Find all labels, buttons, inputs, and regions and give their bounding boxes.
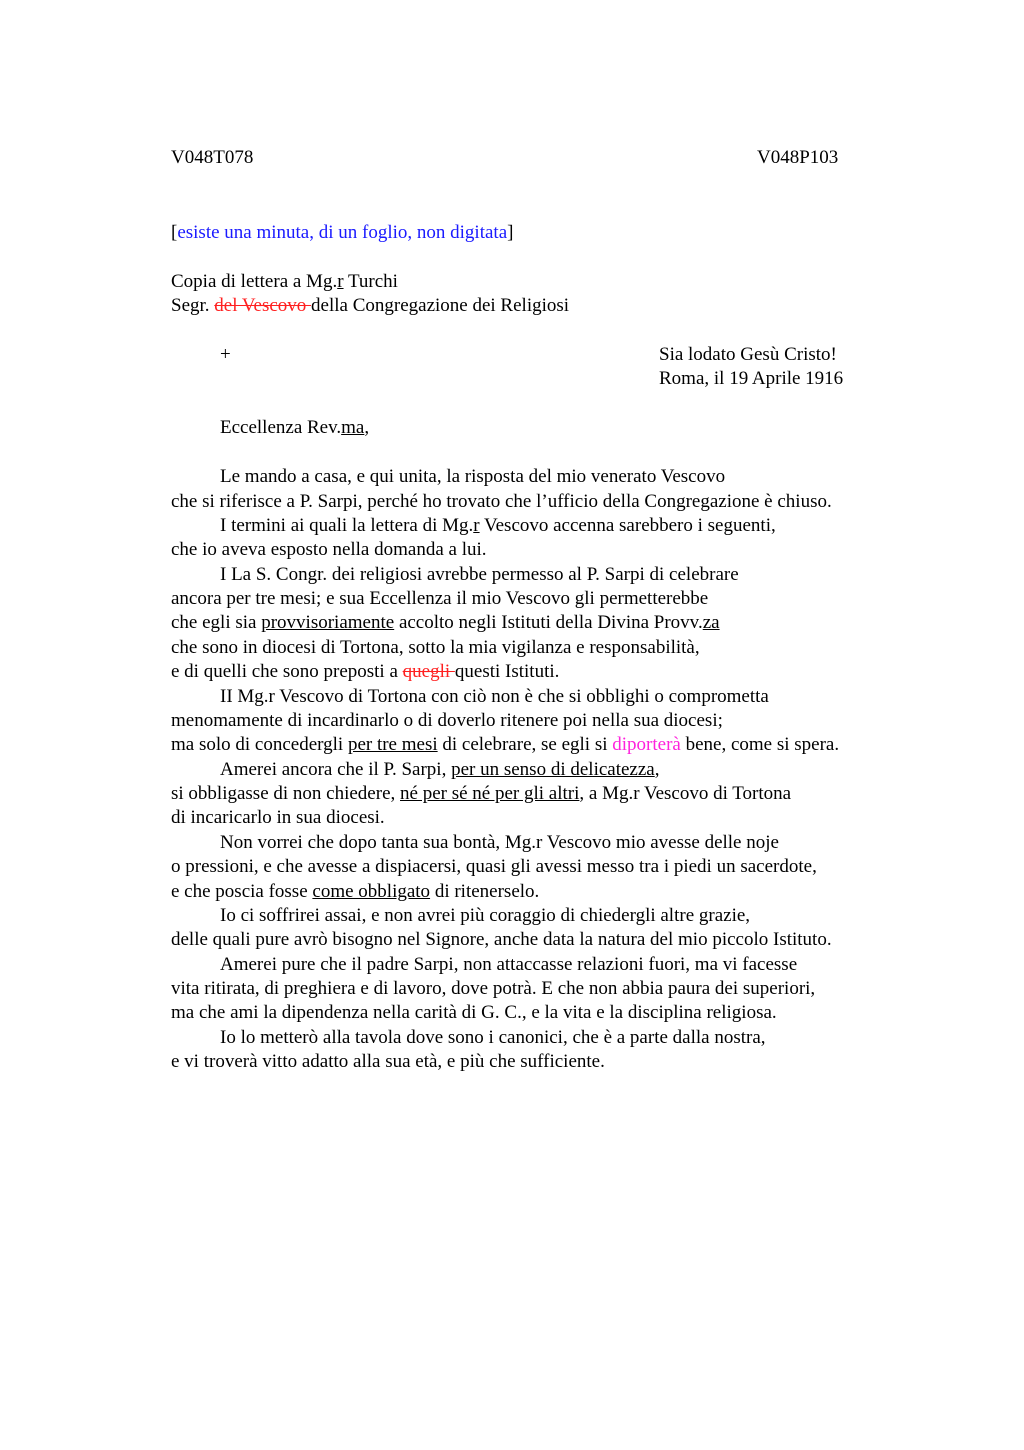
body-line: delle quali pure avrò bisogno nel Signore, anche data la natura del mio piccolo Istituto. xyxy=(171,929,832,950)
place-date: Roma, il 19 Aprile 1916 xyxy=(659,368,844,389)
body-line: ma che ami la dipendenza nella carità di G. C., e la vita e la disciplina religiosa. xyxy=(171,1002,777,1023)
body-line: vita ritirata, di preghiera e di lavoro, dove potrà. E che non abbia paura dei superiori, xyxy=(171,978,816,999)
body-line: ma solo di concedergli per tre mesi di celebrare, se egli si diporterà bene, come si spera. xyxy=(171,734,840,755)
body-line: Amerei pure che il padre Sarpi, non attaccasse relazioni fuori, ma vi facesse xyxy=(220,954,798,975)
heading-line-2: Segr. del Vescovo della Congregazione dei Religiosi xyxy=(171,295,570,316)
left-code: V048T078 xyxy=(171,147,254,168)
body-line: che sono in diocesi di Tortona, sotto la mia vigilanza e responsabilità, xyxy=(171,637,700,658)
right-code: V048P103 xyxy=(757,147,839,168)
body-line: si obbligasse di non chiedere, né per sé né per gli altri, a Mg.r Vescovo di Tortona xyxy=(171,783,792,804)
body-line: Io ci soffrirei assai, e non avrei più coraggio di chiedergli altre grazie, xyxy=(220,905,751,926)
body-line: Non vorrei che dopo tanta sua bontà, Mg.r Vescovo mio avesse delle noje xyxy=(220,832,779,853)
editorial-note: [esiste una minuta, di un foglio, non digitata] xyxy=(171,222,514,243)
body-line: Amerei ancora che il P. Sarpi, per un senso di delicatezza, xyxy=(220,759,660,780)
body-line: di incaricarlo in sua diocesi. xyxy=(171,807,385,828)
body-line: Io lo metterò alla tavola dove sono i canonici, che è a parte dalla nostra, xyxy=(220,1027,766,1048)
salutation-right: Sia lodato Gesù Cristo! xyxy=(659,344,837,365)
body-line: che io aveva esposto nella domanda a lui. xyxy=(171,539,487,560)
body-line: ancora per tre mesi; e sua Eccellenza il mio Vescovo gli permetterebbe xyxy=(171,588,709,609)
body-line: I termini ai quali la lettera di Mg.r Vescovo accenna sarebbero i seguenti, xyxy=(220,515,776,536)
cross-symbol: + xyxy=(220,344,231,365)
heading-line-1: Copia di lettera a Mg.r Turchi xyxy=(171,271,398,292)
body-line: e di quelli che sono preposti a quegli questi Istituti. xyxy=(171,661,560,682)
greeting: Eccellenza Rev.ma, xyxy=(220,417,370,438)
body-line: che egli sia provvisoriamente accolto negli Istituti della Divina Provv.za xyxy=(171,612,720,633)
body-line: II Mg.r Vescovo di Tortona con ciò non è che si obblighi o comprometta xyxy=(220,686,769,707)
body-line: e che poscia fosse come obbligato di ritenerselo. xyxy=(171,881,540,902)
body-line: che si riferisce a P. Sarpi, perché ho trovato che l’ufficio della Congregazione è chiuso. xyxy=(171,491,832,512)
body-line: I La S. Congr. dei religiosi avrebbe permesso al P. Sarpi di celebrare xyxy=(220,564,739,585)
body-line: menomamente di incardinarlo o di doverlo ritenere poi nella sua diocesi; xyxy=(171,710,723,731)
body-line: e vi troverà vitto adatto alla sua età, e più che sufficiente. xyxy=(171,1051,605,1072)
body-line: o pressioni, e che avesse a dispiacersi, quasi gli avessi messo tra i piedi un sacerdote, xyxy=(171,856,817,877)
body-line: Le mando a casa, e qui unita, la risposta del mio venerato Vescovo xyxy=(220,466,726,487)
